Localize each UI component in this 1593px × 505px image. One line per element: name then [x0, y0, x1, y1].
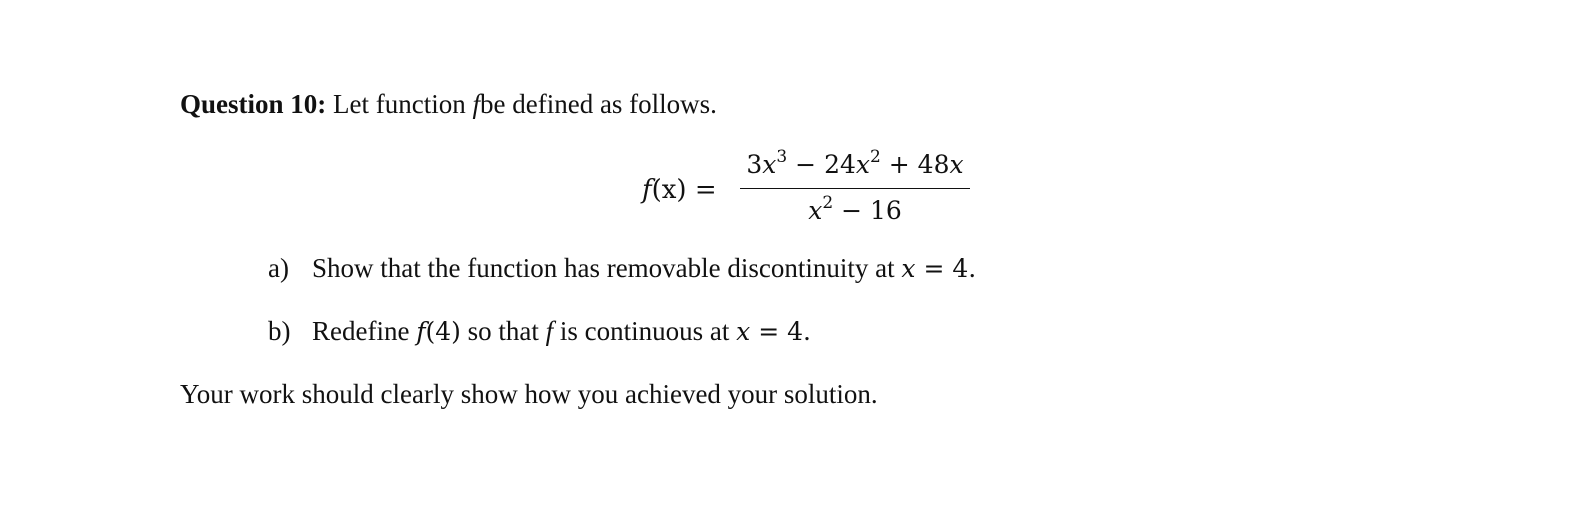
- num-t1-var: x: [762, 150, 777, 179]
- den-op: −: [833, 196, 870, 225]
- num-t2-var: x: [855, 150, 870, 179]
- item-text-mid-var: f: [545, 316, 554, 346]
- item-math-fn: f: [416, 317, 426, 346]
- num-t2-exp: 2: [870, 147, 881, 167]
- den-t1-exp: 2: [822, 193, 834, 213]
- formula-arg: (x): [651, 175, 687, 205]
- num-t3-var: x: [949, 150, 964, 179]
- closing-instruction: Your work should clearly show how you achieved your solution.: [180, 379, 878, 409]
- list-item-a: [268, 255, 976, 282]
- item-math-rest: = 4.: [915, 254, 977, 283]
- item-text-mid-after: is continuous at: [559, 316, 730, 346]
- num-t2-coef: 24: [824, 150, 856, 179]
- item-marker: a): [268, 253, 289, 283]
- item-marker: b): [268, 316, 291, 346]
- fraction-bar: [740, 188, 970, 189]
- num-t1-coef: 3: [746, 150, 763, 179]
- item-text-before: Redefine: [312, 316, 410, 346]
- formula-equals: =: [694, 175, 717, 205]
- formula-numerator: [740, 147, 970, 179]
- item-math-arg: (4): [425, 317, 461, 346]
- num-t1-exp: 3: [776, 147, 788, 167]
- question-intro-var: f: [472, 89, 480, 119]
- question-label: Question 10:: [180, 89, 327, 119]
- item-text-mid-before: so that: [467, 316, 539, 346]
- function-definition: [642, 147, 982, 230]
- formula-fn: f: [642, 175, 652, 205]
- question-heading: [180, 91, 717, 118]
- question-intro-before: Let function: [333, 89, 466, 119]
- item-math-var: x: [901, 254, 916, 283]
- item-math-var: x: [736, 317, 751, 346]
- list-item-b: [268, 318, 811, 345]
- item-text: Show that the function has removable discontinuity at: [312, 253, 895, 283]
- num-op1: −: [787, 150, 825, 179]
- formula-denominator: [740, 193, 970, 225]
- den-t2: 16: [869, 196, 902, 225]
- item-math-rest: = 4.: [750, 317, 811, 346]
- question-intro-after: be defined as follows.: [480, 89, 717, 119]
- formula-lhs: [642, 175, 717, 205]
- num-op2: +: [880, 150, 918, 179]
- den-t1-var: x: [808, 196, 823, 225]
- num-t3-coef: 48: [917, 150, 950, 179]
